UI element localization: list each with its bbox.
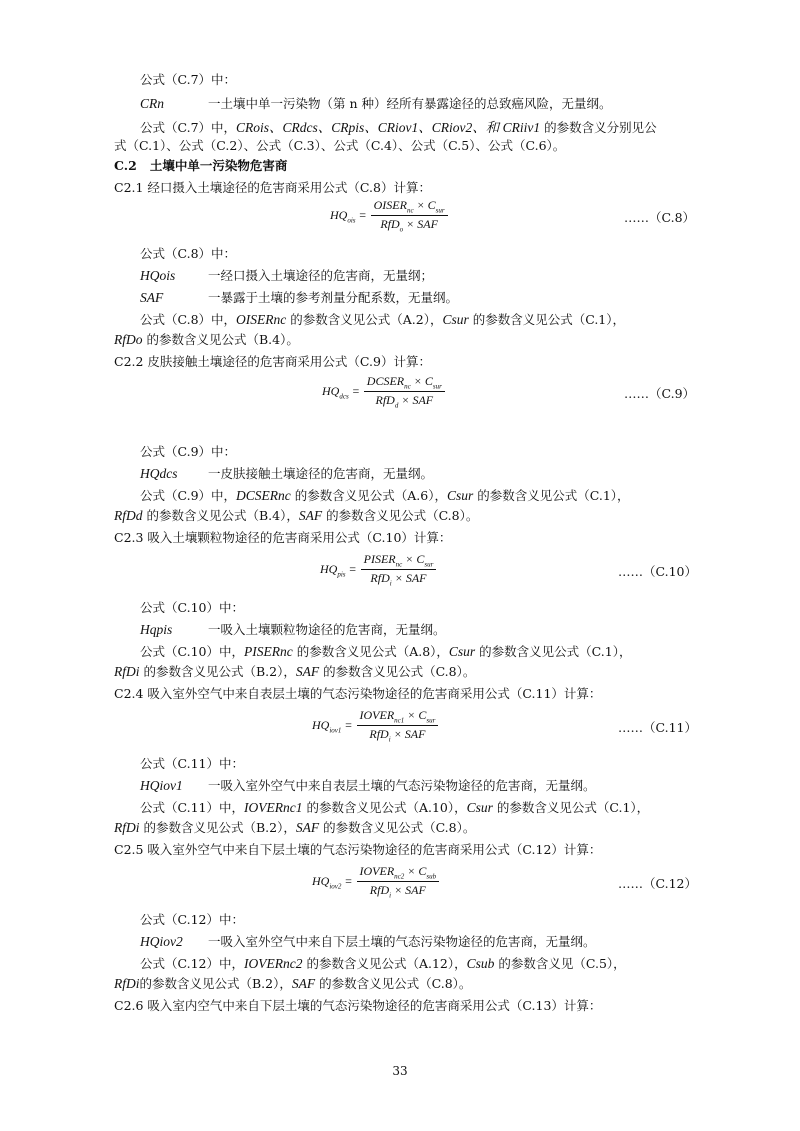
crn-description: 一土壤中单一污染物（第 n 种）经所有暴露途径的总致癌风险，无量纲。 [208,96,612,111]
c26-heading: C2.6 吸入室内空气中来自下层土壤的气态污染物途径的危害商采用公式（C.13）计算： [114,998,602,1013]
c7-note-prefix: 公式（C.7）中， [140,120,237,135]
c11-equation-number: ……（C.11） [618,720,697,735]
c23-heading: C2.3 吸入土壤颗粒物途径的危害商采用公式（C.10）计算： [114,530,452,545]
c22-heading: C2.2 皮肤接触土壤途径的危害商采用公式（C.9）计算： [114,354,431,369]
equation-c12: $HQ_{iov2}$ = $\frac{IOVER_{nc2} \times C_{sub}}{RfD_i \times SAF}$ [312,864,439,900]
c8-note-line1: 公式（C.8）中，OISERnc 的参数含义见公式（A.2），Csur 的参数含义见公式（C.1）， [140,312,626,327]
c8-fraction: $\frac{OISER_{nc} \times C_{sur}}{RfD_o \times SAF}$ [371,198,448,234]
c24-heading: C2.4 吸入室外空气中来自表层土壤的气态污染物途径的危害商采用公式（C.11）计算： [114,686,602,701]
c12-in-label: 公式（C.12）中： [140,912,244,927]
formula-c7-in-label: 公式（C.7）中： [140,72,237,87]
equation-c11: $HQ_{iov1}$ = $\frac{IOVER_{nc1} \times C_{sur}}{RfD_i \times SAF}$ [312,708,438,744]
hqiov1-symbol: HQiov1 [140,778,183,793]
c11-note-line2: RfDi 的参数含义见公式（B.2），SAF 的参数含义见公式（C.8）。 [114,820,476,835]
section-c2-title: 土壤中单一污染物危害商 [149,158,288,173]
section-c2-heading [114,158,287,174]
c12-note-line2: RfDi的参数含义见公式（B.2），SAF 的参数含义见公式（C.8）。 [114,976,472,991]
c12-equation-number: ……（C.12） [618,876,697,891]
c10-note-line1: 公式（C.10）中，PISERnc 的参数含义见公式（A.8），Csur 的参数含义见公式（C.1）， [140,644,632,659]
hqpis-symbol: Hqpis [140,622,173,637]
hqiov1-description: 一吸入室外空气中来自表层土壤的气态污染物途径的危害商，无量纲。 [208,778,596,793]
equation-c8 [330,198,448,234]
section-c2-number: C.2 [114,158,137,173]
c7-note-line1 [140,120,657,136]
crn-symbol: CRn [140,96,165,111]
c10-note-line2: RfDi 的参数含义见公式（B.2），SAF 的参数含义见公式（C.8）。 [114,664,476,679]
equation-c10: $HQ_{pis}$ = $\frac{PISER_{nc} \times C_{sur}}{RfD_i \times SAF}$ [320,552,436,588]
hqiov2-description: 一吸入室外空气中来自下层土壤的气态污染物途径的危害商，无量纲。 [208,934,596,949]
c25-heading: C2.5 吸入室外空气中来自下层土壤的气态污染物途径的危害商采用公式（C.12）计算： [114,842,602,857]
c11-note-line1: 公式（C.11）中，IOVERnc1 的参数含义见公式（A.10），Csur 的参数含义见公式（C.1）， [140,800,650,815]
c10-equation-number: ……（C.10） [618,564,697,579]
hqdcs-symbol: HQdcs [140,466,178,481]
c10-in-label: 公式（C.10）中： [140,600,244,615]
c9-note-line2: RfDd 的参数含义见公式（B.4），SAF 的参数含义见公式（C.8）。 [114,508,479,523]
c9-in-label: 公式（C.9）中： [140,444,237,459]
c8-in-label: 公式（C.8）中： [140,246,237,261]
c8-equation-number: ……（C.8） [624,210,696,225]
equation-c9: $HQ_{dcs}$ = $\frac{DCSER_{nc} \times C_{sur}}{RfD_d \times SAF}$ [322,374,445,410]
c11-in-label: 公式（C.11）中： [140,756,244,771]
c9-note-line1: 公式（C.9）中，DCSERnc 的参数含义见公式（A.6），Csur 的参数含义见公式（C.1）， [140,488,630,503]
c9-equation-number: ……（C.9） [624,386,696,401]
hqois-description: 一经口摄入土壤途径的危害商，无量纲； [208,268,434,283]
saf-description: 一暴露于土壤的参考剂量分配系数，无量纲。 [208,290,459,305]
c7-symbols: CRois、CRdcs、CRpis、CRiov1、CRiov2、和 CRiiv1 [236,120,541,135]
c12-note-line1: 公式（C.12）中，IOVERnc2 的参数含义见公式（A.12），Csub 的参数含义见（C.5）， [140,956,626,971]
c8-note-line2: RfDo 的参数含义见公式（B.4）。 [114,332,299,347]
hqois-symbol: HQois [140,268,176,283]
hqiov2-symbol: HQiov2 [140,934,183,949]
hqpis-description: 一吸入土壤颗粒物途径的危害商，无量纲。 [208,622,446,637]
page-number: 33 [392,1064,408,1078]
c7-note-suffix: 的参数含义分别见公 [540,120,657,135]
c21-heading: C2.1 经口摄入土壤途径的危害商采用公式（C.8）计算： [114,180,431,195]
c8-lhs: $HQ_{ois}$ = [330,207,367,225]
hqdcs-description: 一皮肤接触土壤途径的危害商，无量纲。 [208,466,434,481]
c7-note-line2: 式（C.1）、公式（C.2）、公式（C.3）、公式（C.4）、公式（C.5）、公式（C.6）。 [114,138,566,153]
saf-symbol: SAF [140,290,164,305]
